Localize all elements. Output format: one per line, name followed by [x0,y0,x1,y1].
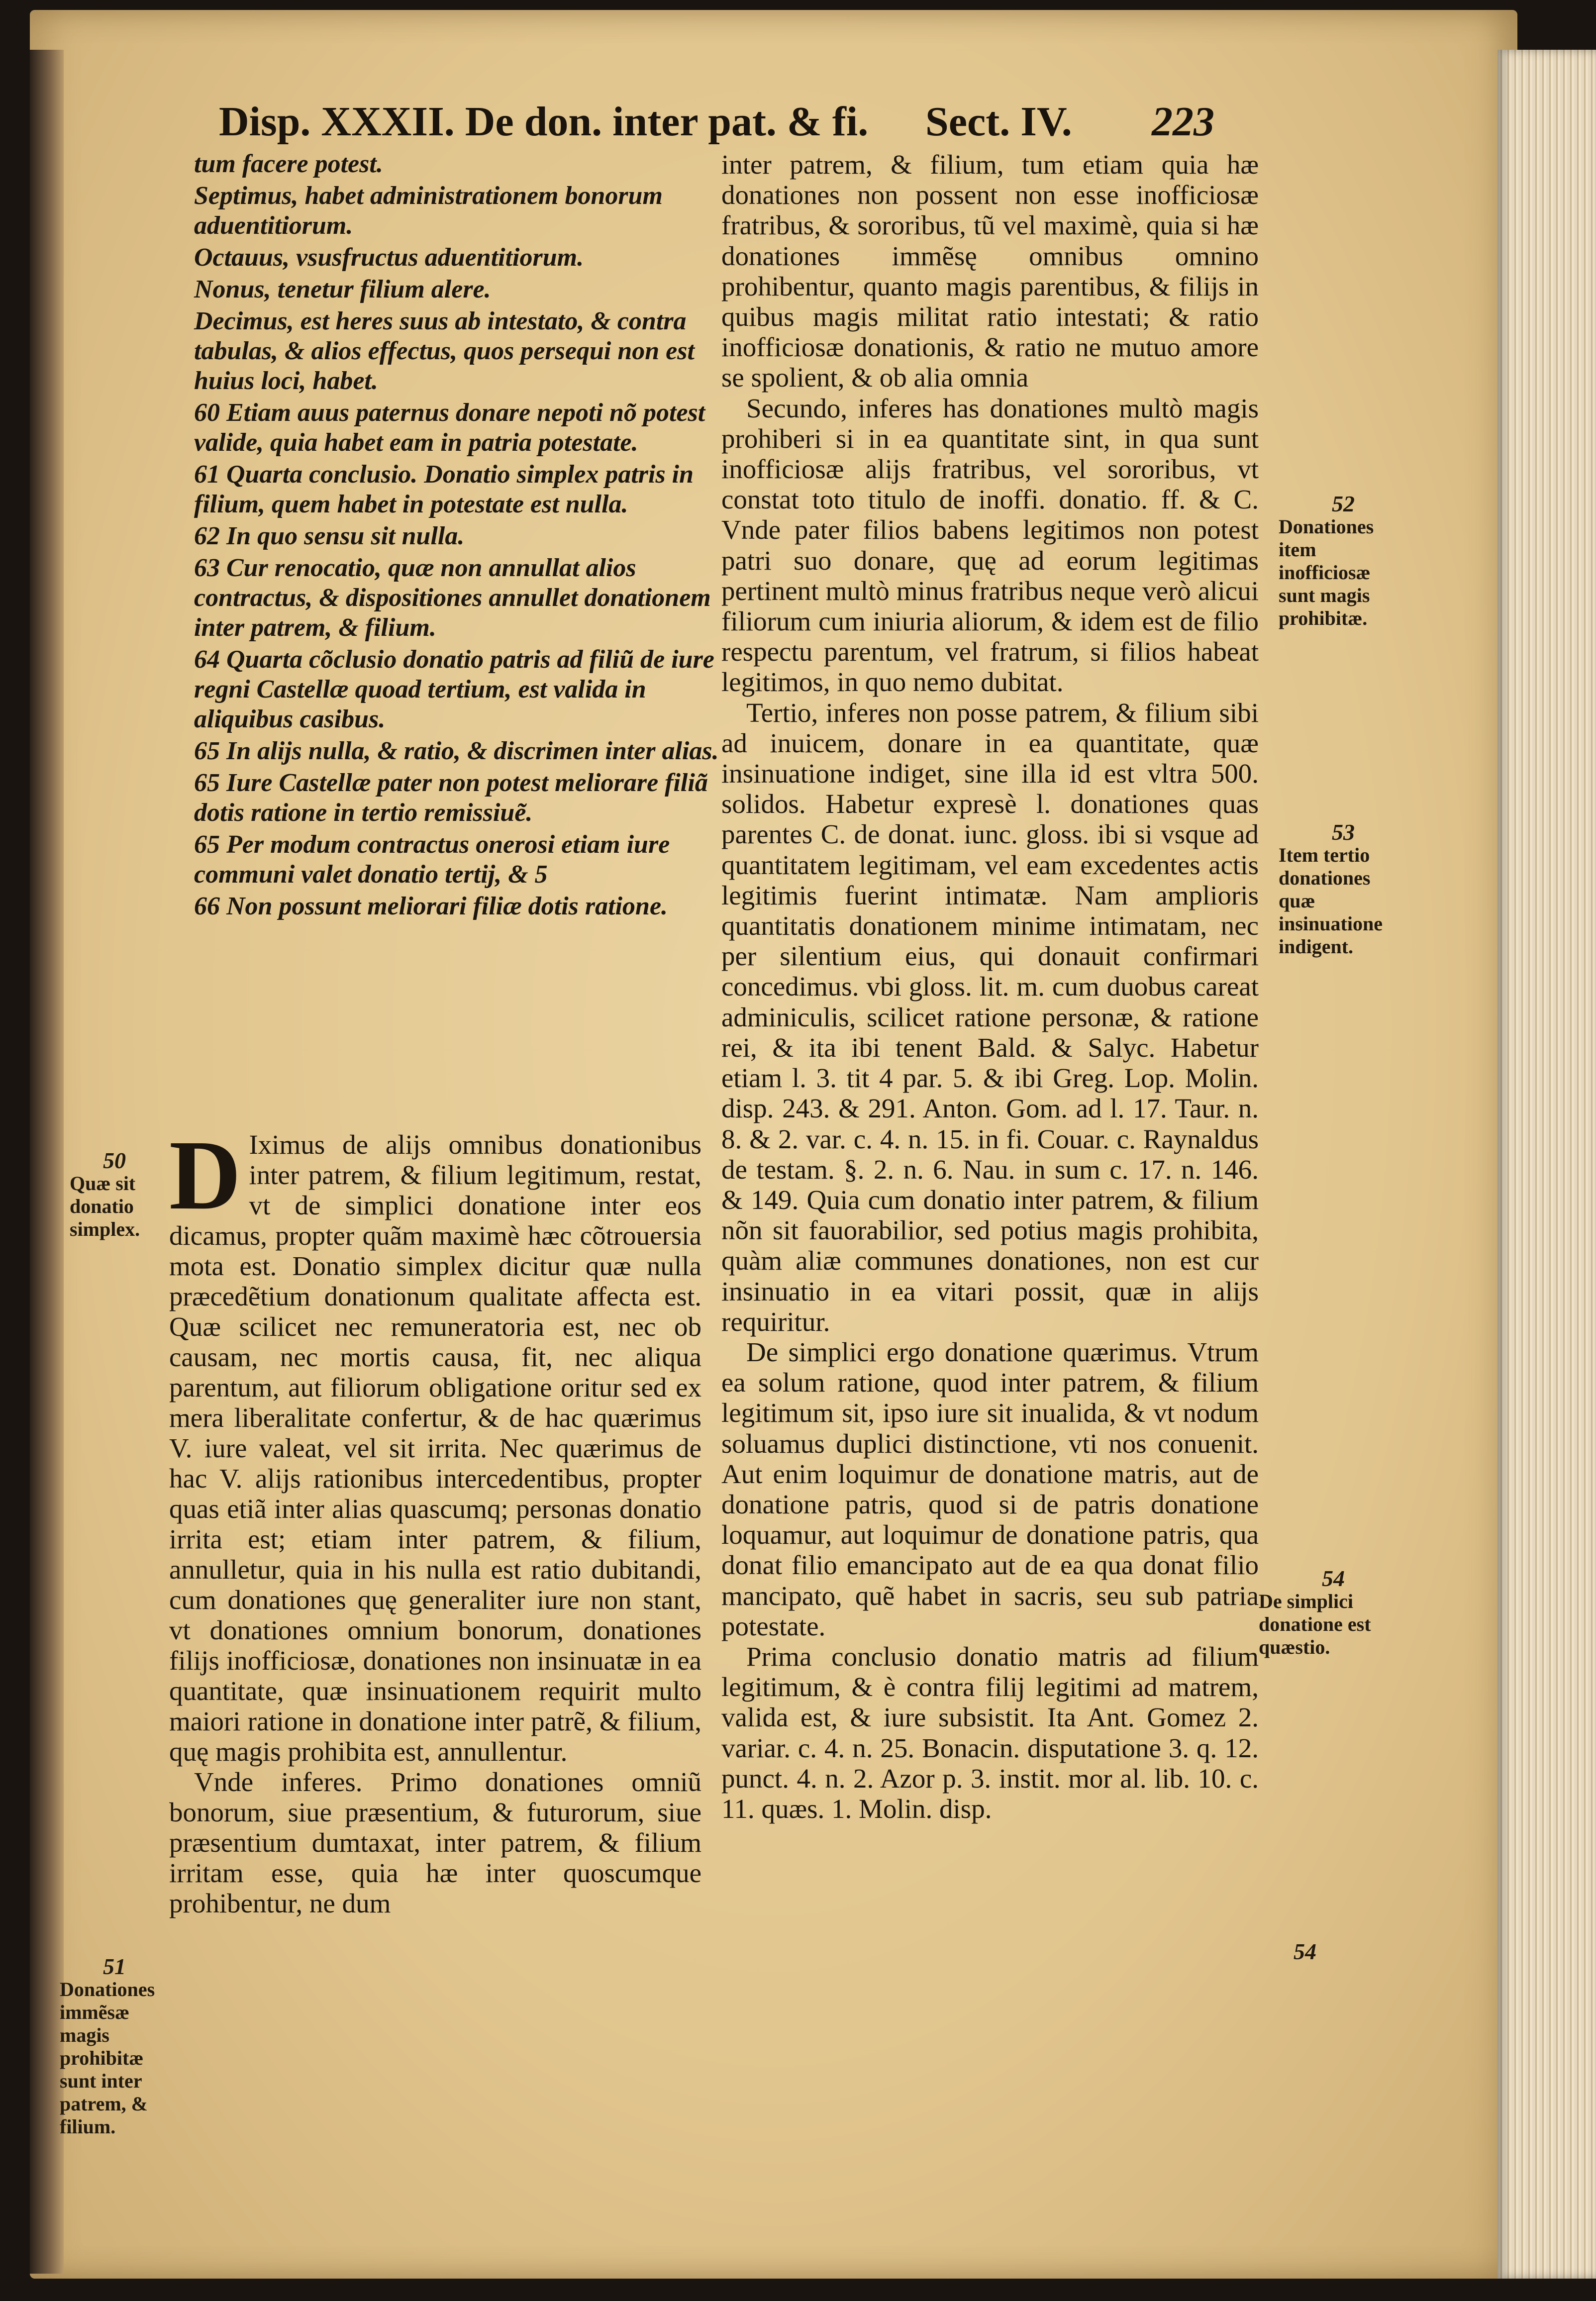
summary-item: 65 Iure Castellæ pater non potest meliorare filiã dotis ratione in tertio remissiuẽ. [194,769,708,827]
summary-item: 65 Per modum contractus onerosi etiam iure communi valet donatio tertij, & 5 [194,830,670,889]
margin-note-52 [1279,493,1408,630]
body-paragraph: Prima conclusio donatio matris ad filium legitimum, & è contra filij legitimi ad matrem, valida est, & iure subsistit. Ita Ant. Gomez 2. variar. c. 4. n. 25. Bonacin. disputatione 3. q. 12. punct. 4. n. 2. Azor p. 3. instit. mor al. lib. 10. c. 11. quæs. 1. Molin. disp. [721,1641,1259,1824]
margin-note-number: 53 [1332,819,1355,845]
summary-item: Septimus, habet administrationem bonorum aduentitiorum. [194,182,663,240]
summary-item: 61 Quarta conclusio. Donatio simplex patris in filium, quem habet in potestate est nulla. [194,460,694,518]
margin-note-number: 50 [103,1148,126,1173]
margin-note-number: 52 [1332,491,1355,516]
body-paragraph: Iximus de alijs omnibus donationibus inter patrem, & filium legitimum, restat, vt de simplici donatione inter eos dicamus, propter quãm maximè hæc cõtrouersia mota est. Donatio simplex dicitur quæ nulla præcedẽtium donationum qualitate affecta est. Quæ scilicet nec remuneratoria est, nec ob causam, nec mortis causa, fit, nec aliqua parentum, aut filiorum obligatione oritur sed ex mera liberalitate confertur, & de hac quærimus V. iure valeat, vel sit irrita. Nec quærimus de hac V. alijs rationibus intercedentibus, propter quas etiã inter alias quascumq; personas donatio irrita est; etiam inter patrem, & filium, annulletur, quia in his nulla est ratio dubitandi, cum donationes quę generaliter iure non stant, vt donationes omnium bonorum, donationes filijs inofficiosæ, donationes non insinuatæ in ea quantitate, quæ insinuationem requirit multo maiori ratione in donatione inter patrẽ, & filium, quę magis prohibita est, annullentur. [169,1129,701,1767]
running-header [219,95,1259,149]
summary-item: 62 In quo sensu sit nulla. [194,522,465,550]
body-paragraph: Secundo, inferes has donationes multò magis prohiberi si in ea quantitate sint, in qua sunt inofficiosæ alijs fratribus, vel sororibus, vt constat toto titulo de inoffi. donatio. ff. & C. Vnde pater filios babens legitimos non potest patri suo donare, quę ad eorum legitimas pertinent multò minus fratribus neque verò alicui filiorum cum iniuria aliorum, & idem est de filio respectu parentum, vel fratrum, si filios habeat legitimos, in quo nemo dubitat. [721,393,1259,698]
margin-note-text: Donationes item inofficiosæ sunt magis prohibitæ. [1279,515,1374,629]
summary-list [174,149,741,921]
margin-note-number: 54 [1322,1566,1345,1591]
left-body [169,1120,701,1918]
body-paragraph: De simplici ergo donatione quærimus. Vtrum ea solum ratione, quod inter patrem, & filium legitimum sit, ipso iure sit inualida, & vt nodum soluamus duplici distinctione, vti nos conuenit. Aut enim loquimur de donatione matris, aut de donatione patris, quod si de patris donatione loquamur, aut loquimur de donatione patris, qua donat filio emancipato aut de ea qua donat filio mancipato, quẽ habet in sacris, seu sub patria potestate. [721,1336,1259,1641]
summary-item: 65 In alijs nulla, & ratio, & discrimen inter alias. [194,737,719,765]
margin-note-text: Donationes immẽsæ magis prohibitæ sunt inter patrem, & filium. [60,1978,155,2138]
margin-note-54 [1259,1567,1408,1659]
section-label: Sect. IV. [925,99,1072,145]
summary-item: 64 Quarta cõclusio donatio patris ad filiũ de iure regni Castellæ quoad tertium, est valida in aliquibus casibus. [194,645,714,733]
summary-item: Octauus, vsusfructus aduentitiorum. [194,243,584,272]
page-number: 223 [1152,99,1214,145]
summary-item: Decimus, est heres suus ab intestato, & contra tabulas, & alios effectus, quos persequi non est huius loci, habet. [194,307,695,395]
body-paragraph: Tertio, inferes non posse patrem, & filium sibi ad inuicem, donare in ea quantitate, quæ insinuatione indiget, sine illa id est vltra 500. solidos. Habetur expresè l. donationes quas parentes C. de donat. iunc. gloss. ibi si vsque ad quantitatem legitimam, vel eam excedentes actis legitimis fuerint intimatæ. Nam amplioris quantitatis donationem minime intimatam, nec per silentium eius, qui donauit confirmari concedimus. vbi gloss. lit. m. cum duobus careat adminiculis, scilicet ratione personæ, & ratione rei, & ita ibi tenent Bald. & Salyc. Habetur etiam l. 3. tit 4 par. 5. & ibi Greg. Lop. Molin. disp. 243. & 291. Anton. Gom. ad l. 17. Taur. n. 8. & 2. var. c. 4. n. 15. in fi. Couar. c. Raynaldus de testam. §. 2. n. 6. Nau. in sum c. 17. n. 146. & 149. Quia cum donatio inter patrem, & filium nõn sit fauorabilior, sed potius magis prohibita, quàm aliæ communes donationes, non est cur insinuatio in ea vitari possit, quæ in alijs requiritur. [721,697,1259,1337]
summary-item: 60 Etiam auus paternus donare nepoti nõ potest valide, quia habet eam in patria potestate. [194,399,705,457]
margin-note-54b [1294,1940,1343,1963]
left-column [174,149,741,923]
margin-note-50 [70,1149,159,1241]
margin-note-51 [60,1955,169,2138]
summary-item: 63 Cur renocatio, quæ non annullat alios contractus, & dispositiones annullet donationem inter patrem, & filium. [194,554,711,642]
margin-note-text: Quæ sit donatio simplex. [70,1172,140,1240]
drop-cap: D [169,1120,241,1230]
running-title: Disp. XXXII. De don. inter pat. & fi. [219,99,869,145]
body-paragraph: Vnde inferes. Primo donationes omniũ bonorum, siue præsentium, & futurorum, siue præsentium dumtaxat, inter patrem, & filium irritam esse, quia hæ inter quoscumque prohibentur, ne dum [169,1767,701,1918]
summary-item: Nonus, tenetur filium alere. [194,275,491,303]
margin-note-text: Item tertio donationes quæ insinuatione indigent. [1279,844,1383,958]
book-fore-edge [1497,50,1596,2279]
body-paragraph: inter patrem, & filium, tum etiam quia hæ donationes non possent non esse inofficiosæ fratribus, & sororibus, tũ vel maximè, quia si hæ donationes immẽsę omnibus omnino prohibentur, quanto magis parentibus, & filijs in quibus magis militat ratio intestati; & ratio inofficiosæ donationis, & ratio ne mutuo amore se spolient, & ob alia omnia [721,149,1259,393]
summary-item: 66 Non possunt meliorari filiæ dotis ratione. [194,892,668,920]
summary-item: tum facere potest. [194,150,383,178]
margin-note-number: 54 [1294,1939,1316,1964]
margin-note-53 [1279,821,1408,958]
margin-note-text: De simplici donatione est quæstio. [1259,1590,1371,1658]
facing-page-edge [30,50,64,2274]
right-body [721,149,1259,1824]
margin-note-number: 51 [103,1954,126,1979]
